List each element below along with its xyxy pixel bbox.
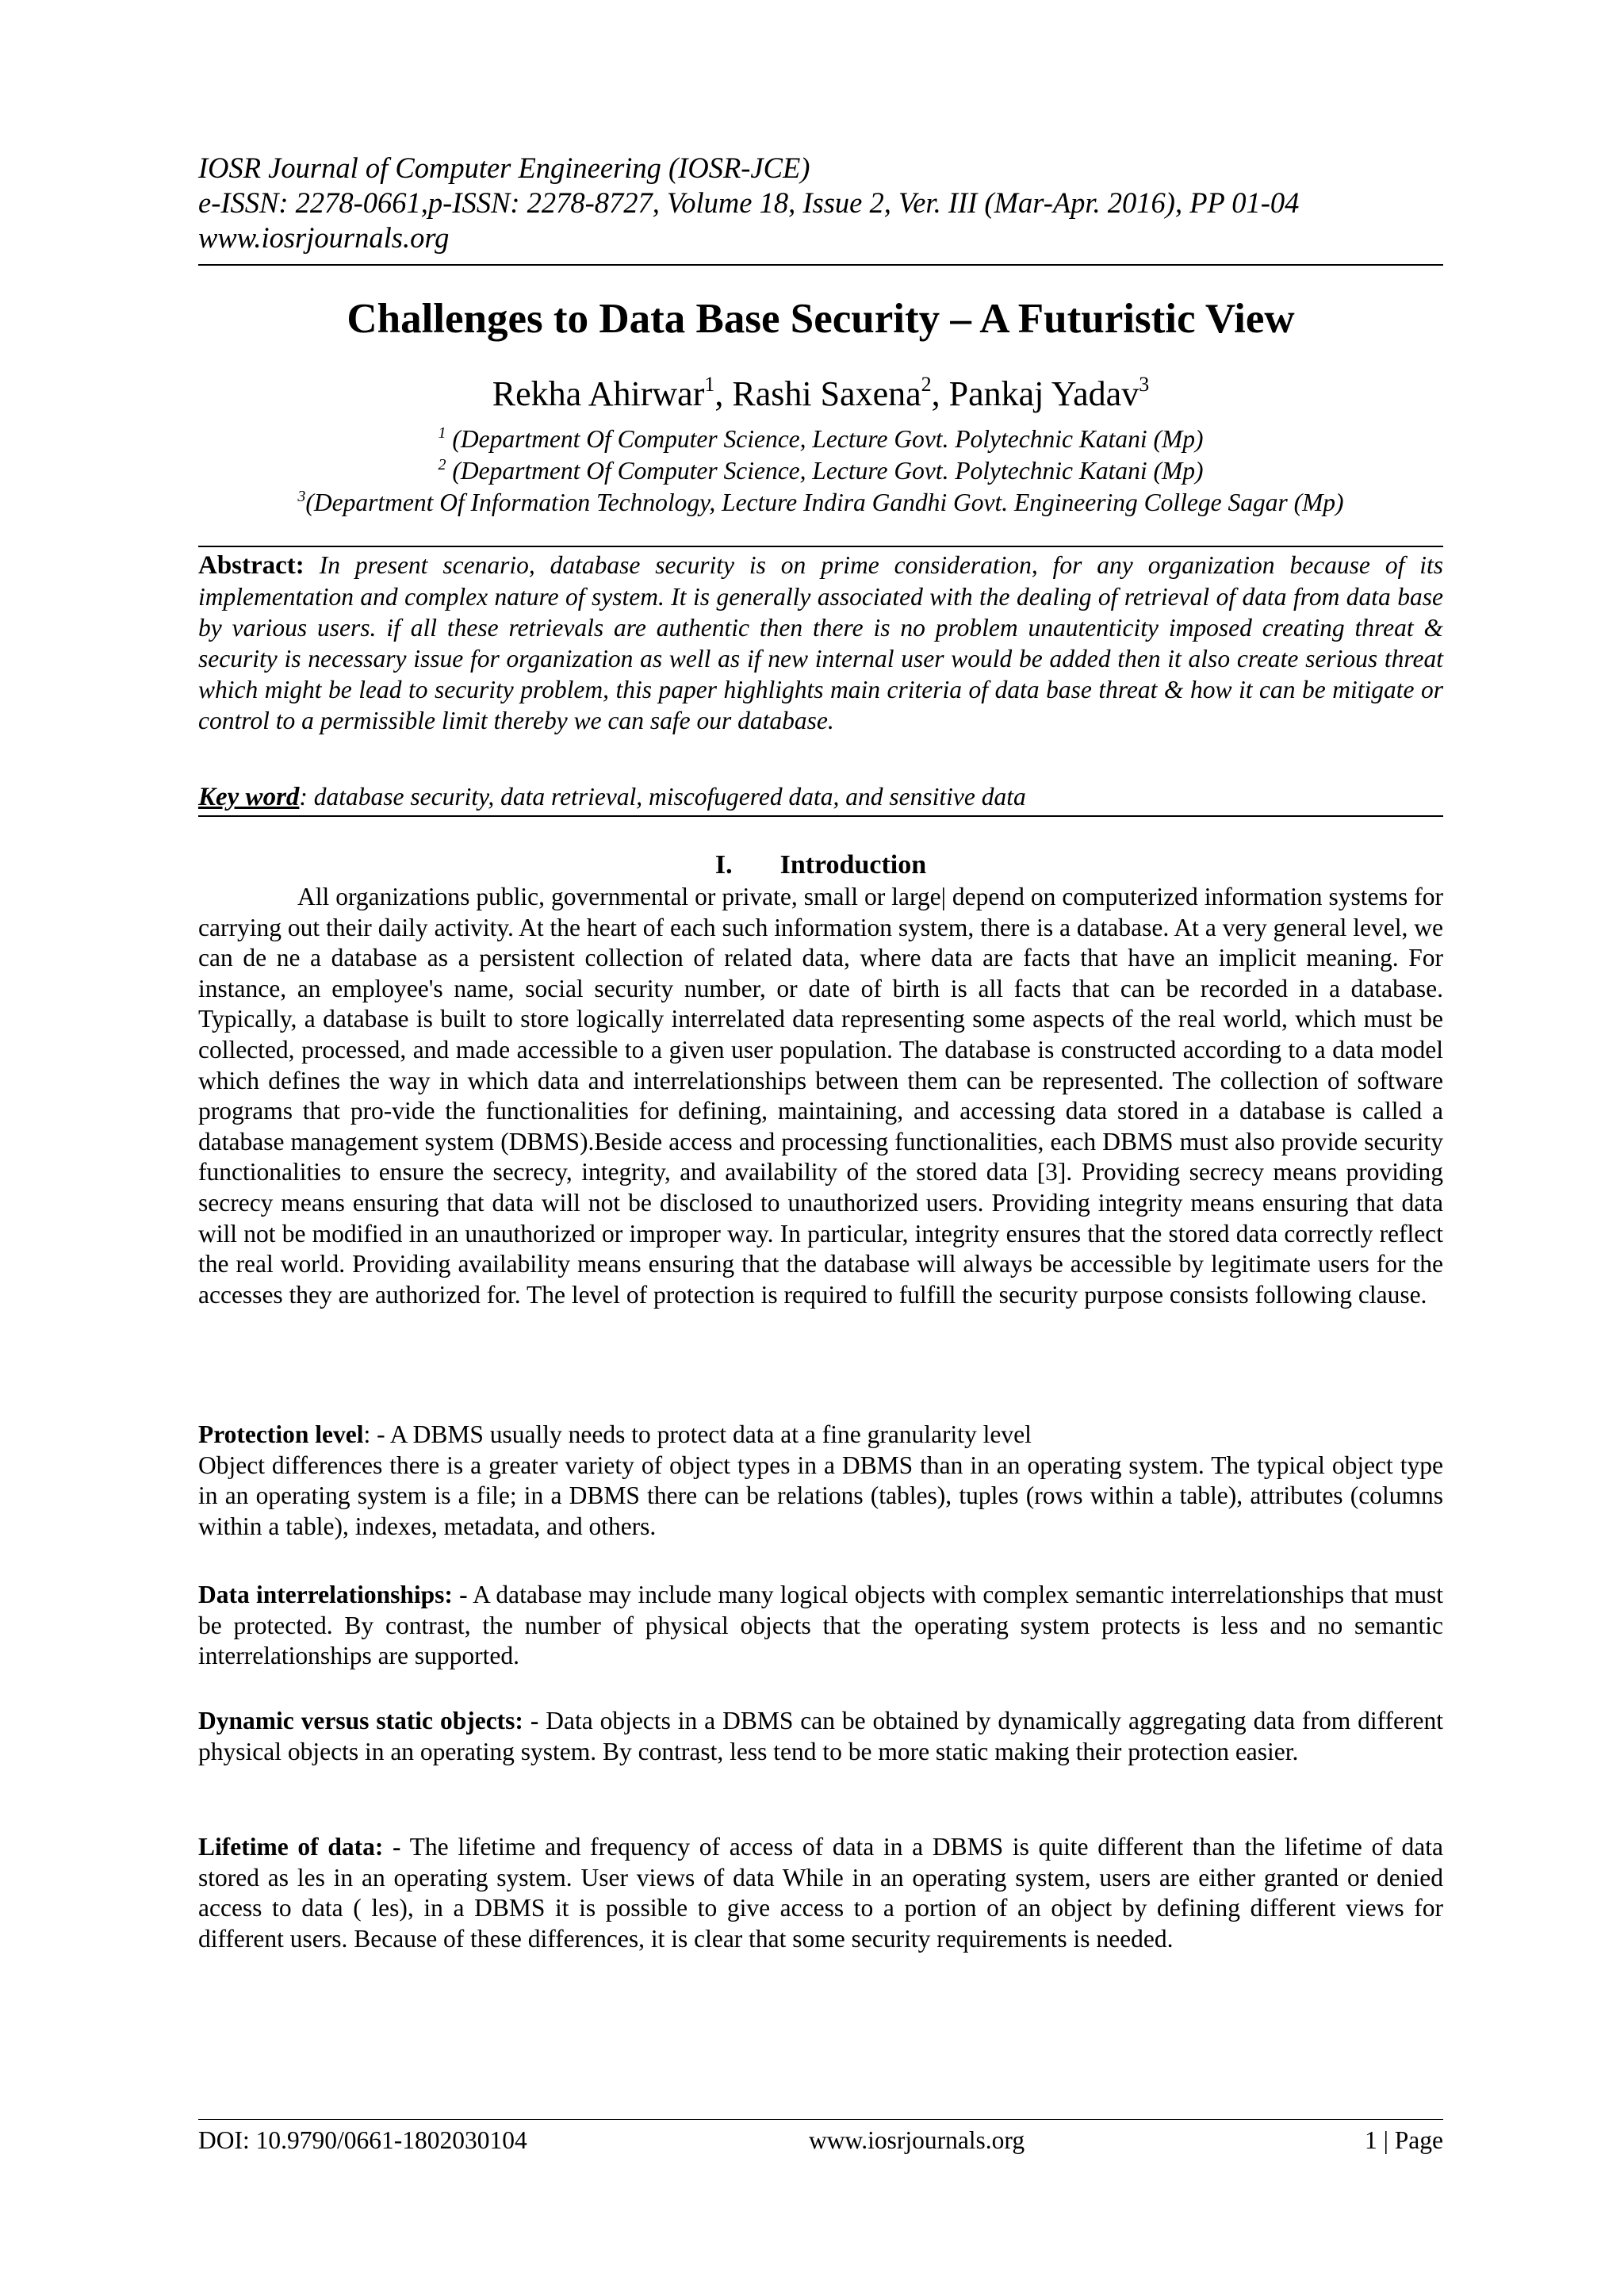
- data-interrelationships-text: A database may include many logical objects with complex semantic interrelationships that must be protected. By contrast, the number of physical objects that the operating system protects is less and no semantic interrelationships are supported.: [198, 1581, 1443, 1670]
- abstract-top-divider: [198, 546, 1443, 547]
- section-title: Introduction: [779, 850, 927, 880]
- journal-header: [198, 151, 1443, 255]
- journal-website: www.iosrjournals.org: [198, 221, 450, 254]
- dynamic-static-label: Dynamic versus static objects: -: [198, 1707, 539, 1734]
- abstract-bottom-divider: [198, 815, 1443, 817]
- journal-name: IOSR Journal of Computer Engineering (IOSR-JCE): [198, 151, 810, 184]
- author-list: [198, 373, 1443, 416]
- affiliation: [198, 487, 1443, 519]
- footer-website: www.iosrjournals.org: [809, 2126, 1025, 2154]
- author-affiliation-mark: 2: [921, 373, 932, 396]
- intro-paragraph: All organizations public, governmental or private, small or large| depend on computerized information systems for carrying out their daily activity. At the heart of each such information system, there is a database. At a very general level, we can de ne a database as a persistent collection of related data, where data are facts that have an implicit meaning. For instance, an employee's name, social security number, or date of birth is all facts that can be recorded in a database. Typically, a database is built to store logically interrelated data representing some aspects of the real world, which must be collected, processed, and made accessible to a given user population. The database is constructed according to a data model which defines the way in which data and interrelationships between them can be represented. The collection of software programs that pro-vide the functionalities for defining, maintaining, and accessing data stored in a database is called a database management system (DBMS).Beside access and processing functionalities, each DBMS must also provide security functionalities to ensure the secrecy, integrity, and availability of the stored data [3]. Providing secrecy means providing secrecy means ensuring that data will not be disclosed to unauthorized users. Providing integrity means ensuring that data will not be modified in an unauthorized or improper way. In particular, integrity ensures that the stored data correctly reflect the real world. Providing availability means ensuring that the database will always be accessible by legitimate users for the accesses they are authorized for. The level of protection is required to fulfill the security purpose consists following clause.: [198, 883, 1443, 1309]
- protection-level-text: : - A DBMS usually needs to protect data at a fine granularity level: [363, 1420, 1032, 1448]
- protection-level-label: Protection level: [198, 1420, 364, 1448]
- author-name: Rashi Saxena: [732, 374, 921, 413]
- page-footer: [198, 2124, 1443, 2157]
- author-separator: ,: [931, 374, 949, 413]
- header-divider: [198, 264, 1443, 266]
- lifetime-of-data-paragraph: [198, 1832, 1443, 1954]
- affiliation-mark: 2: [438, 456, 446, 473]
- abstract: [198, 550, 1443, 736]
- section-heading: [198, 849, 1443, 882]
- author-affiliation-mark: 1: [704, 373, 715, 396]
- affiliation-text: (Department Of Computer Science, Lecture Govt. Polytechnic Katani (Mp): [446, 457, 1204, 485]
- affiliation: [198, 424, 1443, 455]
- author-name: Pankaj Yadav: [948, 374, 1139, 413]
- affiliation-text: (Department Of Information Technology, Lecture Indira Gandhi Govt. Engineering College Sagar (Mp): [305, 489, 1344, 516]
- section-number: I.: [714, 850, 733, 880]
- abstract-text: In present scenario, database security is on prime consideration, for any organization because of its implementation and complex nature of system. It is generally associated with the dealing of retrieval of data from data base by various users. if all these retrievals are authentic then there is no problem unautenticity imposed creating threat & security is necessary issue for organization as well as if new internal user would be added then it also create serious threat which might be lead to security problem, this paper highlights main criteria of data base threat & how it can be mitigate or control to a permissible limit thereby we can safe our database.: [198, 551, 1443, 734]
- keywords-label: Key word: [198, 783, 300, 811]
- affiliation-mark: 1: [438, 424, 446, 442]
- affiliation-mark: 3: [297, 488, 306, 505]
- journal-issn: e-ISSN: 2278-0661,p-ISSN: 2278-8727, Volume 18, Issue 2, Ver. III (Mar-Apr. 2016), PP 01-04: [198, 186, 1300, 219]
- abstract-label: Abstract:: [198, 551, 304, 580]
- author-name: Rekha Ahirwar: [492, 374, 705, 413]
- keywords: [198, 781, 1443, 813]
- lifetime-of-data-label: Lifetime of data: -: [198, 1833, 401, 1861]
- object-differences-text: Object differences there is a greater variety of object types in a DBMS than in an operating system. The typical object type in an operating system is a file; in a DBMS there can be relations (tables), tuples (rows within a table), attributes (columns within a table), indexes, metadata, and others.: [198, 1451, 1443, 1540]
- footer-doi: DOI: 10.9790/0661-1802030104: [198, 2126, 527, 2154]
- dynamic-static-text: Data objects in a DBMS can be obtained by dynamically aggregating data from different physical objects in an operating system. By contrast, less tend to be more static making their protection easier.: [198, 1707, 1443, 1765]
- data-interrelationships-paragraph: [198, 1580, 1443, 1672]
- footer-divider: [198, 2119, 1443, 2120]
- protection-level-paragraph: [198, 1420, 1443, 1542]
- paper-title: Challenges to Data Base Security – A Futuristic View: [347, 296, 1295, 342]
- lifetime-of-data-text: The lifetime and frequency of access of data in a DBMS is quite different than the lifetime of data stored as les in an operating system. User views of data While in an operating system, users are either granted or denied access to data ( les), in a DBMS it is possible to give access to a portion of an object by defining different views for different users. Because of these differences, it is clear that some security requirements is needed.: [198, 1833, 1443, 1953]
- affiliation-text: (Department Of Computer Science, Lecture Govt. Polytechnic Katani (Mp): [446, 425, 1204, 453]
- footer-page-number: 1 | Page: [1364, 2126, 1443, 2154]
- affiliation: [198, 455, 1443, 487]
- keywords-text: : database security, data retrieval, miscofugered data, and sensitive data: [299, 783, 1026, 811]
- author-affiliation-mark: 3: [1139, 373, 1150, 396]
- data-interrelationships-label: Data interrelationships: -: [198, 1581, 468, 1608]
- dynamic-static-paragraph: [198, 1706, 1443, 1767]
- author-separator: ,: [714, 374, 733, 413]
